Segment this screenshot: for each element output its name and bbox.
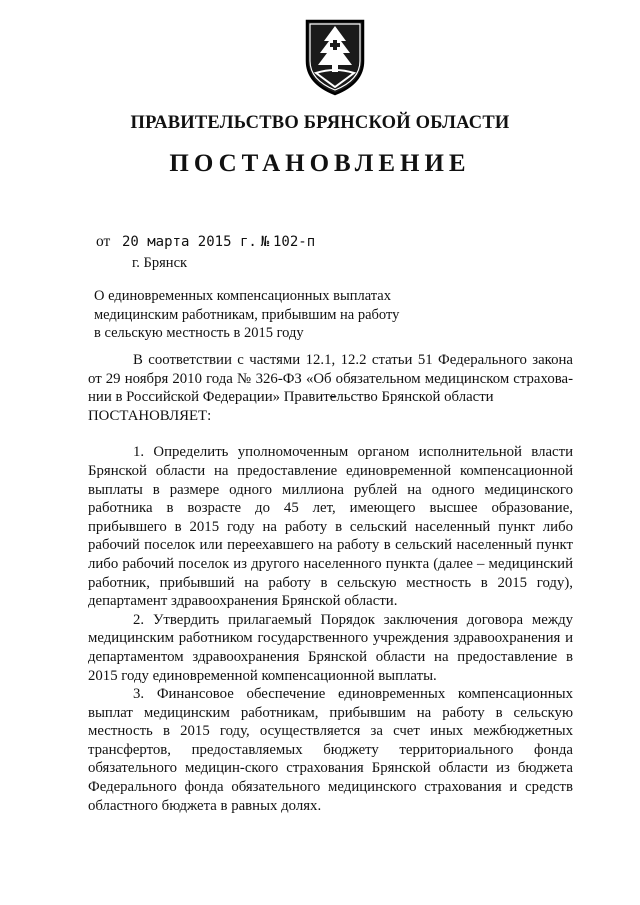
document-body [88, 351, 573, 815]
subject-line: О единовременных компенсационных выплатах [94, 288, 391, 304]
date-line [96, 233, 315, 251]
document-subject [94, 287, 399, 343]
coat-of-arms-emblem [301, 17, 369, 97]
item-paragraph: 1. Определить уполномоченным органом исполнительной власти Брянской области на предоставление единовременной компенсационной выплаты в размере одного миллиона рублей на одного медицинского работника в возрасте до 45 лет, имеющего высшее образование, прибывшего в 2015 году на работу в сельский населенный пункт либо рабочий поселок или переехавшего на работу в сельский населенный пункт либо рабочий поселок из другого населенного пункта (далее – медицинский работник, прибывший на работу в сельскую местность в 2015 году), департамент здравоохранения Брянской области. [88, 444, 573, 610]
preamble-text-end: льство Брянской области [336, 389, 494, 406]
number-label: № [260, 234, 270, 250]
document-number: 102-п [273, 234, 316, 250]
decree-word: ПОСТАНОВЛЯЕТ: [88, 407, 212, 424]
date-prefix: от [96, 233, 111, 250]
item-paragraph: 3. Финансовое обеспечение единовременных компенсационных выплат медицинским работникам, прибывшим на работу в сельскую местность в 2015 году, осуществляется за счет иных межбюджетных трансфертов, предоставляемых бюджету территориального фонда обязательного медицин-ского страхования Брянской области из бюджета Федерального фонда обязательного медицинского страхования и средств областного бюджета в равных долях. [88, 686, 573, 814]
subject-line: медицинским работникам, прибывшим на работу [94, 306, 400, 323]
government-name: ПРАВИТЕЛЬСТВО БРЯНСКОЙ ОБЛАСТИ [130, 113, 510, 133]
document-type-title: ПОСТАНОВЛЕНИЕ [169, 150, 471, 177]
preamble-paragraph [88, 351, 573, 407]
subject-line: в сельскую местность в 2015 году [94, 325, 304, 341]
item-paragraph: 2. Утвердить прилагаемый Порядок заключения договора между медицинским работником государственного учреждения здравоохранения и департаментом здравоохранения Брянской области на предоставление в 2015 году единовременной компенсационной выплаты. [88, 611, 573, 684]
struck-letter: е [329, 389, 337, 406]
city-name: г. Брянск [132, 255, 188, 271]
preamble-text: В соответствии с частями 12.1, 12.2 статьи 51 Федерального закона от 29 ноября 2010 года № 326-ФЗ «Об обязательном медицинском страхова-нии в Российской Федерации» Правит [88, 352, 573, 406]
document-date: 20 марта 2015 г. [121, 234, 257, 250]
